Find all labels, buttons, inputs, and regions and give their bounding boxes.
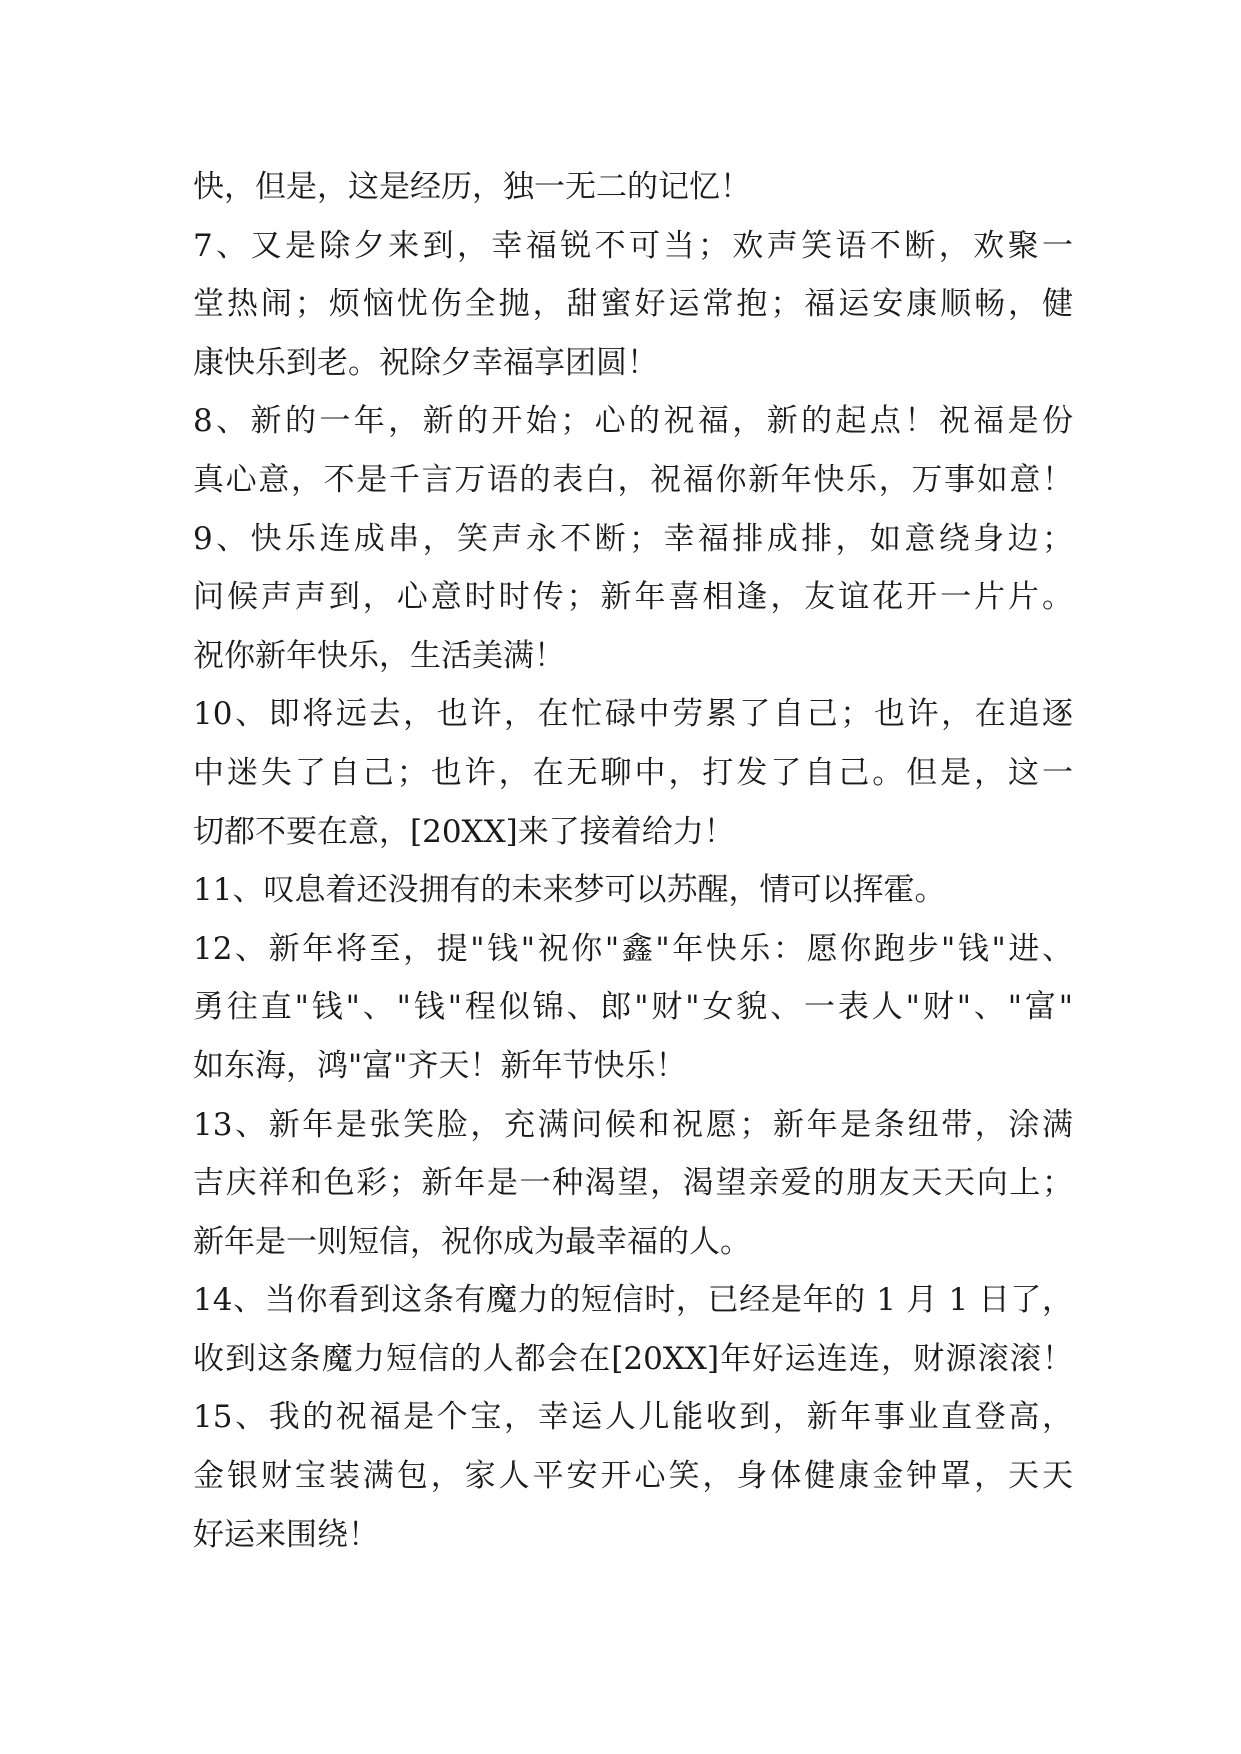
text-line: 新年是一则短信，祝你成为最幸福的人。: [193, 1223, 751, 1260]
text-line: 快，但是，这是经历，独一无二的记忆！: [193, 169, 751, 205]
text-line: 7、又是除夕来到，幸福锐不可当；欢声笑语不断，欢聚一: [193, 227, 1073, 264]
text-line: 15、我的祝福是个宝，幸运人儿能收到，新年事业直登高，: [193, 1399, 1073, 1436]
text-line: 康快乐到老。祝除夕幸福享团圆！: [193, 344, 658, 381]
text-line: 中迷失了自己；也许，在无聊中，打发了自己。但是，这一: [193, 754, 1073, 791]
text-line: 堂热闹；烦恼忧伤全抛，甜蜜好运常抱；福运安康顺畅，健: [193, 286, 1073, 323]
text-line: 14、当你看到这条有魔力的短信时，已经是年的 1 月 1 日了，: [193, 1282, 1073, 1319]
text-line: 收到这条魔力短信的人都会在[20XX]年好运连连，财源滚滚！: [193, 1340, 1073, 1377]
document-body: [193, 158, 1073, 1564]
text-line: 如东海，鸿"富"齐天！新年节快乐！: [193, 1047, 687, 1084]
text-line: 勇往直"钱"、"钱"程似锦、郎"财"女貌、一表人"财"、"富": [193, 989, 1073, 1026]
text-line: 金银财宝装满包，家人平安开心笑，身体健康金钟罩，天天: [193, 1458, 1073, 1495]
text-line: 8、新的一年，新的开始；心的祝福，新的起点！祝福是份: [193, 403, 1073, 440]
text-line: 11、叹息着还没拥有的未来梦可以苏醒，情可以挥霍。: [193, 872, 946, 909]
text-line: 13、新年是张笑脸，充满问候和祝愿；新年是条纽带，涂满: [193, 1106, 1073, 1143]
text-line: 祝你新年快乐，生活美满！: [193, 637, 565, 674]
text-line: 切都不要在意，[20XX]来了接着给力！: [193, 813, 735, 850]
text-line: 吉庆祥和色彩；新年是一种渴望，渴望亲爱的朋友天天向上；: [193, 1165, 1073, 1202]
text-line: 10、即将远去，也许，在忙碌中劳累了自己；也许，在追逐: [193, 696, 1073, 733]
text-line: 真心意，不是千言万语的表白，祝福你新年快乐，万事如意！: [193, 461, 1073, 498]
text-line: 问候声声到，心意时时传；新年喜相逢，友谊花开一片片。: [193, 579, 1073, 616]
text-line: 12、新年将至，提"钱"祝你"鑫"年快乐：愿你跑步"钱"进、: [193, 930, 1073, 967]
text-line: 9、快乐连成串，笑声永不断；幸福排成排，如意绕身边；: [193, 520, 1073, 557]
text-line: 好运来围绕！: [193, 1516, 379, 1553]
